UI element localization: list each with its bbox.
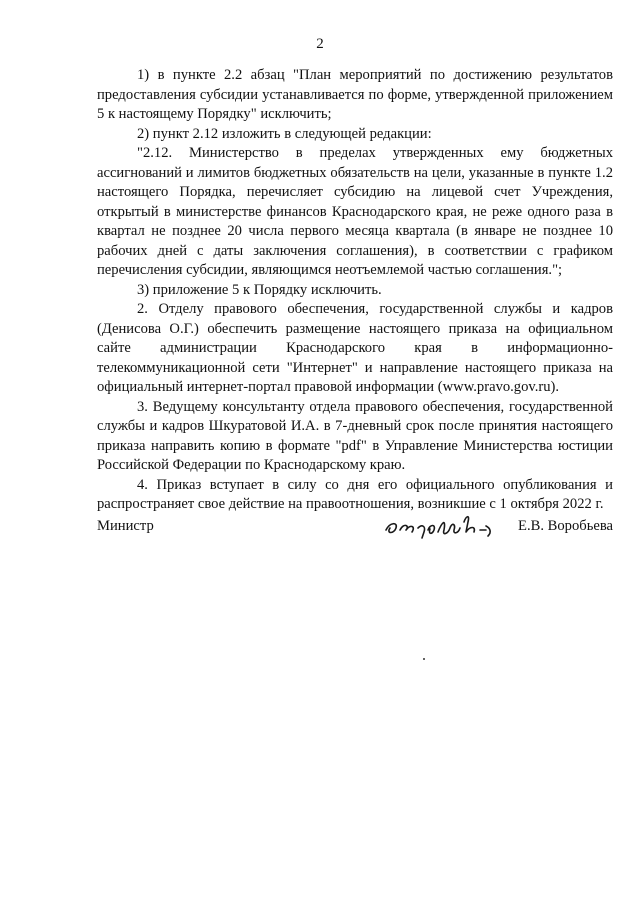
signer-name: Е.В. Воробьева — [518, 518, 613, 534]
paragraph-1-item-1: 1) в пункте 2.2 абзац "План мероприятий по достижению результатов предоставления субсидии устанавливается по форме, утвержденной приложением 5 к настоящему Порядку" исключить; — [97, 67, 613, 122]
paragraph-3: 3. Ведущему консультанту отдела правового обеспечения, государственной службы и кадров Шкуратовой И.А. в 7-дневный срок после принятия настоящего приказа направить копию в формате "pdf" в Управление Министерства юстиции Российской Федерации по Краснодарскому краю. — [97, 398, 613, 473]
handwritten-signature — [382, 508, 512, 544]
document-body — [97, 66, 613, 515]
scan-speck — [423, 658, 425, 660]
paragraph-quoted-point-2-12: "2.12. Министерство в пределах утвержденных ему бюджетных ассигнований и лимитов бюджетных обязательств на цели, указанные в пункте 1.2 настоящего Порядка, перечисляет субсидию на лицевой счет Учреждения, открытый в министерстве финансов Краснодарского края, не реже одного раза в квартал не позднее 20 числа первого месяца квартала (в январе не позднее 10 рабочих дней с даты заключения соглашения), в соответствии с графиком перечисления субсидии, являющимся неотъемлемой частью соглашения."; — [97, 145, 613, 278]
page-number: 2 — [316, 36, 324, 52]
paragraph-2: 2. Отделу правового обеспечения, государственной службы и кадров (Денисова О.Г.) обеспечить размещение настоящего приказа на официальном сайте администрации Краснодарского края в информационно-телекоммуникационной сети "Интернет" и направление настоящего приказа на официальный интернет-портал правовой информации (www.pravo.gov.ru). — [97, 301, 613, 395]
paragraph-1-item-2: 2) пункт 2.12 изложить в следующей редакции: — [137, 125, 432, 142]
paragraph-4: 4. Приказ вступает в силу со дня его официального опубликования и распространяет свое действие на правоотношения, возникшие с 1 октября 2022 г. — [97, 476, 613, 512]
signature-block — [97, 514, 613, 544]
paragraph-1-item-3: 3) приложение 5 к Порядку исключить. — [137, 281, 382, 298]
signer-title: Министр — [97, 518, 154, 534]
